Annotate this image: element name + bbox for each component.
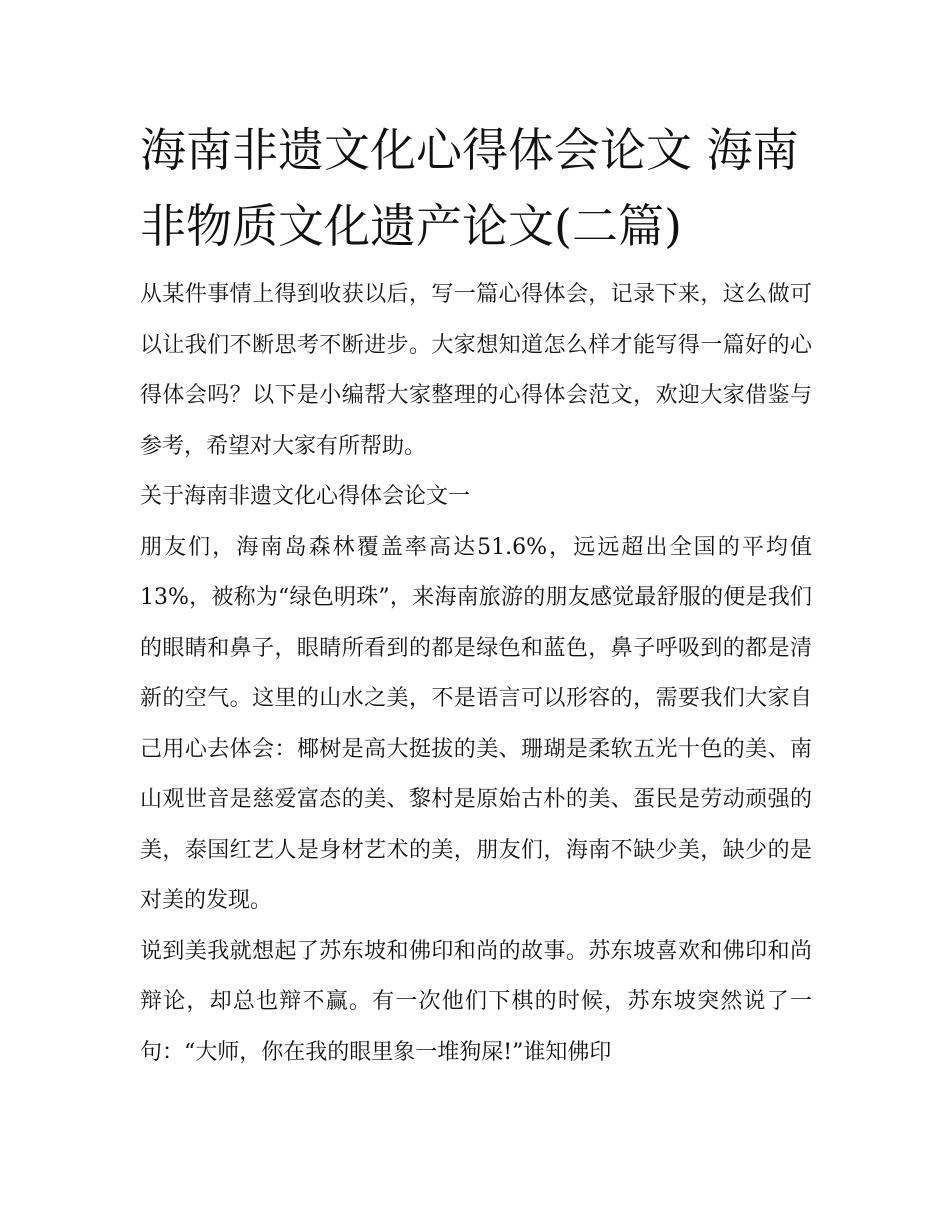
body-paragraph: 朋友们，海南岛森林覆盖率高达51.6%，远远超出全国的平均值13%，被称为“绿色明珠”，来海南旅游的朋友感觉最舒服的便是我们的眼睛和鼻子，眼睛所看到的都是绿色和蓝色，鼻子呼吸到的都是清新的空气。这里的山水之美，不是语言可以形容的，需要我们大家自己用心去体会：椰树是高大挺拔的美、珊瑚是柔软五光十色的美、南山观世音是慈爱富态的美、黎村是原始古朴的美、蛋民是劳动顽强的美，泰国红艺人是身材艺术的美，朋友们，海南不缺少美，缺少的是对美的发现。 bbox=[140, 534, 812, 913]
intro-paragraph: 从某件事情上得到收获以后，写一篇心得体会，记录下来，这么做可以让我们不断思考不断进步。大家想知道怎么样才能写得一篇好的心得体会吗？以下是小编帮大家整理的心得体会范文，欢迎大家借鉴与参考，希望对大家有所帮助。 bbox=[140, 282, 812, 459]
document-page bbox=[140, 112, 812, 1078]
section-heading: 关于海南非遗文化心得体会论文一 bbox=[140, 484, 471, 509]
document-title: 海南非遗文化心得体会论文 海南非物质文化遗产论文(二篇) bbox=[140, 123, 799, 253]
body-paragraph: 说到美我就想起了苏东坡和佛印和尚的故事。苏东坡喜欢和佛印和尚辩论，却总也辩不赢。有一次他们下棋的时候，苏东坡突然说了一句：“大师，你在我的眼里象一堆狗屎!”谁知佛印 bbox=[140, 938, 812, 1065]
